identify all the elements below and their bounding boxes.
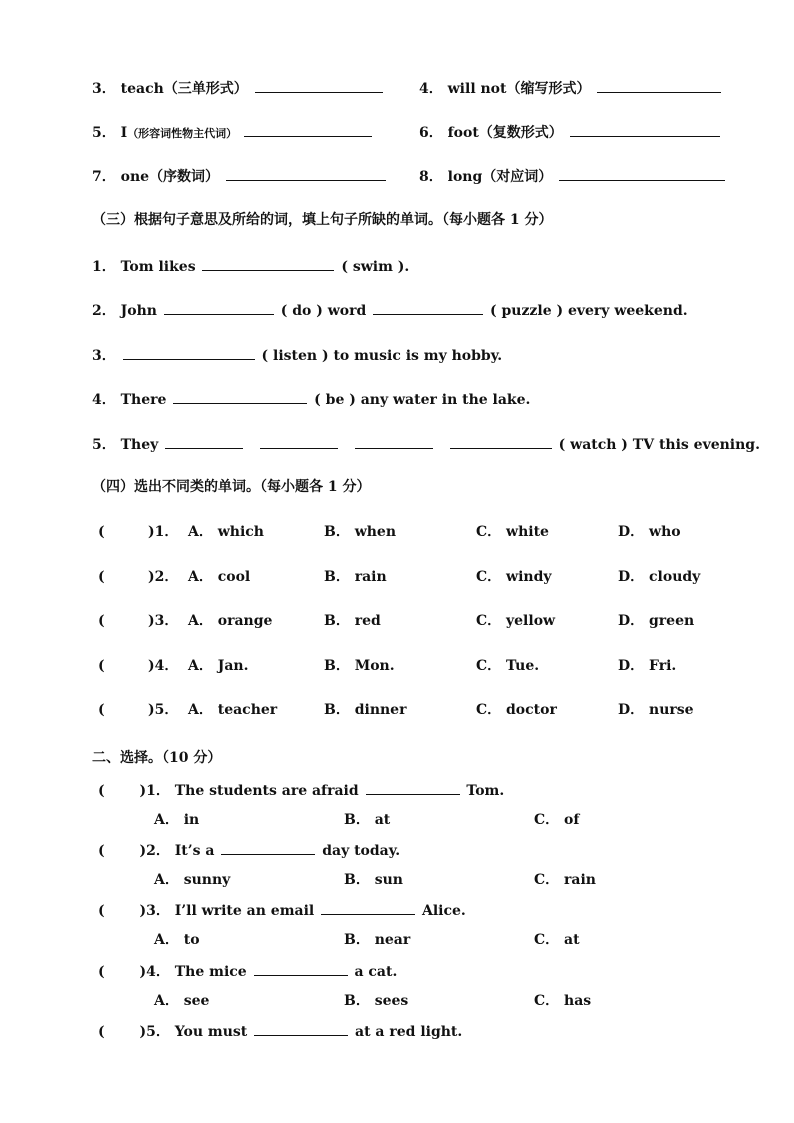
option-a[interactable]: A． see — [154, 993, 210, 1009]
item-number: )2． — [139, 843, 170, 859]
mc-question-4 — [98, 961, 397, 982]
conversion-row-1 — [92, 78, 385, 99]
item-hint: （复数形式） — [478, 125, 563, 141]
option-b[interactable]: B． when — [324, 524, 397, 540]
option-a[interactable]: A． in — [154, 812, 200, 828]
mc-question-2 — [98, 840, 400, 861]
item-word: teach — [120, 81, 164, 97]
answer-paren[interactable]: ( — [98, 783, 105, 799]
option-a[interactable]: A． cool — [188, 569, 251, 585]
conversion-row-3 — [92, 122, 374, 144]
question-text: Alice. — [421, 903, 466, 919]
sentence-text: ( puzzle ) every weekend. — [490, 303, 688, 319]
option-c[interactable]: C． Tue. — [476, 658, 540, 674]
option-c[interactable]: C． white — [476, 524, 549, 540]
mc-question-3 — [98, 900, 466, 921]
item-number: )5． — [139, 1024, 170, 1040]
option-b[interactable]: B． near — [344, 932, 411, 948]
answer-paren[interactable]: ( — [98, 964, 105, 980]
sentence-text: ( do ) word — [280, 303, 367, 319]
answer-blank[interactable] — [366, 780, 460, 795]
answer-blank[interactable] — [373, 300, 483, 315]
item-number: 6． — [419, 125, 443, 141]
item-number: 4． — [92, 392, 116, 408]
fill-row-1 — [92, 256, 409, 277]
option-c[interactable]: C． of — [534, 812, 580, 828]
option-d[interactable]: D． green — [618, 613, 695, 629]
answer-paren[interactable]: ( — [98, 524, 105, 540]
option-a[interactable]: A． sunny — [154, 872, 231, 888]
option-c[interactable]: C． has — [534, 993, 592, 1009]
answer-blank[interactable] — [597, 78, 721, 93]
mc-question-5 — [98, 1021, 462, 1042]
section-4-title: （四）选出不同类的单词。（每小题各 1 分） — [92, 479, 371, 495]
question-text: day today. — [322, 843, 401, 859]
item-hint: （序数词） — [149, 169, 220, 185]
item-number: 7． — [92, 169, 116, 185]
option-c[interactable]: C． at — [534, 932, 580, 948]
answer-paren[interactable]: ( — [98, 1024, 105, 1040]
sentence-text: ( listen ) to music is my hobby. — [261, 348, 503, 364]
answer-paren[interactable]: ( — [98, 702, 105, 718]
answer-blank[interactable] — [254, 1021, 348, 1036]
item-number: 3． — [92, 81, 116, 97]
question-text: at a red light. — [355, 1024, 463, 1040]
item-word: foot — [447, 125, 479, 141]
question-text: Tom. — [466, 783, 505, 799]
option-a[interactable]: A． Jan. — [188, 658, 249, 674]
answer-blank[interactable] — [202, 256, 334, 271]
option-a[interactable]: A． to — [154, 932, 200, 948]
section-3-title: （三）根据句子意思及所给的词，填上句子所缺的单词。（每小题各 1 分） — [92, 212, 553, 228]
fill-row-4 — [92, 389, 530, 410]
option-d[interactable]: D． cloudy — [618, 569, 701, 585]
option-d[interactable]: D． Fri. — [618, 658, 677, 674]
option-b[interactable]: B． dinner — [324, 702, 407, 718]
answer-paren[interactable]: ( — [98, 903, 105, 919]
question-text: You must — [174, 1024, 248, 1040]
item-number: 3． — [92, 348, 116, 364]
option-b[interactable]: B． at — [344, 812, 391, 828]
sentence-text: They — [120, 437, 159, 453]
option-a[interactable]: A． orange — [188, 613, 273, 629]
sentence-text: There — [120, 392, 167, 408]
item-number: )1． — [148, 524, 179, 540]
conversion-row-5 — [92, 166, 388, 187]
item-number: )4． — [148, 658, 179, 674]
answer-paren[interactable]: ( — [98, 613, 105, 629]
item-number: )1． — [139, 783, 170, 799]
item-number: 8． — [419, 169, 443, 185]
answer-paren[interactable]: ( — [98, 569, 105, 585]
sentence-text: ( swim ). — [341, 259, 410, 275]
item-word: one — [120, 169, 150, 185]
item-hint: （缩写形式） — [506, 81, 591, 97]
option-b[interactable]: B． sun — [344, 872, 403, 888]
option-a[interactable]: A． teacher — [188, 702, 278, 718]
item-hint: （对应词） — [482, 169, 553, 185]
answer-blank[interactable] — [165, 434, 243, 449]
option-c[interactable]: C． yellow — [476, 613, 556, 629]
option-a[interactable]: A． which — [188, 524, 264, 540]
fill-row-5 — [92, 434, 760, 455]
fill-row-3 — [92, 345, 502, 366]
answer-blank[interactable] — [254, 961, 348, 976]
sentence-text: Tom likes — [120, 259, 196, 275]
answer-blank[interactable] — [570, 122, 720, 137]
item-word: will not — [447, 81, 507, 97]
conversion-row-4 — [419, 122, 722, 143]
item-number: 5． — [92, 437, 116, 453]
answer-blank[interactable] — [255, 78, 383, 93]
item-number: 4． — [419, 81, 443, 97]
item-number: )4． — [139, 964, 170, 980]
mc-question-1 — [98, 780, 504, 801]
answer-blank[interactable] — [321, 900, 415, 915]
question-text: It’s a — [174, 843, 215, 859]
item-hint: （形容词性物主代词） — [127, 127, 238, 140]
sentence-text: ( watch ) TV this evening. — [558, 437, 760, 453]
answer-blank[interactable] — [173, 389, 307, 404]
answer-paren[interactable]: ( — [98, 658, 105, 674]
item-number: )3． — [148, 613, 179, 629]
item-word: long — [447, 169, 483, 185]
option-d[interactable]: D． nurse — [618, 702, 694, 718]
answer-blank[interactable] — [226, 166, 386, 181]
answer-blank[interactable] — [244, 122, 372, 137]
answer-paren[interactable]: ( — [98, 843, 105, 859]
answer-blank[interactable] — [164, 300, 274, 315]
option-b[interactable]: B． rain — [324, 569, 387, 585]
fill-row-2 — [92, 300, 688, 321]
item-number: 2． — [92, 303, 116, 319]
sentence-text: ( be ) any water in the lake. — [314, 392, 531, 408]
answer-blank[interactable] — [450, 434, 552, 449]
conversion-row-6 — [419, 166, 727, 187]
answer-blank[interactable] — [260, 434, 338, 449]
option-b[interactable]: B． Mon. — [324, 658, 395, 674]
item-number: )3． — [139, 903, 170, 919]
answer-blank[interactable] — [559, 166, 725, 181]
sentence-text: John — [120, 303, 157, 319]
conversion-row-2 — [419, 78, 723, 99]
item-number: )5． — [148, 702, 179, 718]
question-text: I’ll write an email — [174, 903, 315, 919]
question-text: a cat. — [354, 964, 398, 980]
item-hint: （三单形式） — [163, 81, 248, 97]
option-c[interactable]: C． rain — [534, 872, 596, 888]
answer-blank[interactable] — [123, 345, 255, 360]
option-c[interactable]: C． windy — [476, 569, 552, 585]
option-d[interactable]: D． who — [618, 524, 681, 540]
part-2-title: 二、选择。（10 分） — [92, 750, 222, 766]
question-text: The mice — [174, 964, 247, 980]
option-b[interactable]: B． sees — [344, 993, 409, 1009]
item-number: 1． — [92, 259, 116, 275]
option-c[interactable]: C． doctor — [476, 702, 557, 718]
answer-blank[interactable] — [221, 840, 315, 855]
item-number: )2． — [148, 569, 179, 585]
answer-blank[interactable] — [355, 434, 433, 449]
question-text: The students are afraid — [174, 783, 359, 799]
item-number: 5． — [92, 125, 116, 141]
item-word: I — [120, 125, 128, 141]
option-b[interactable]: B． red — [324, 613, 381, 629]
